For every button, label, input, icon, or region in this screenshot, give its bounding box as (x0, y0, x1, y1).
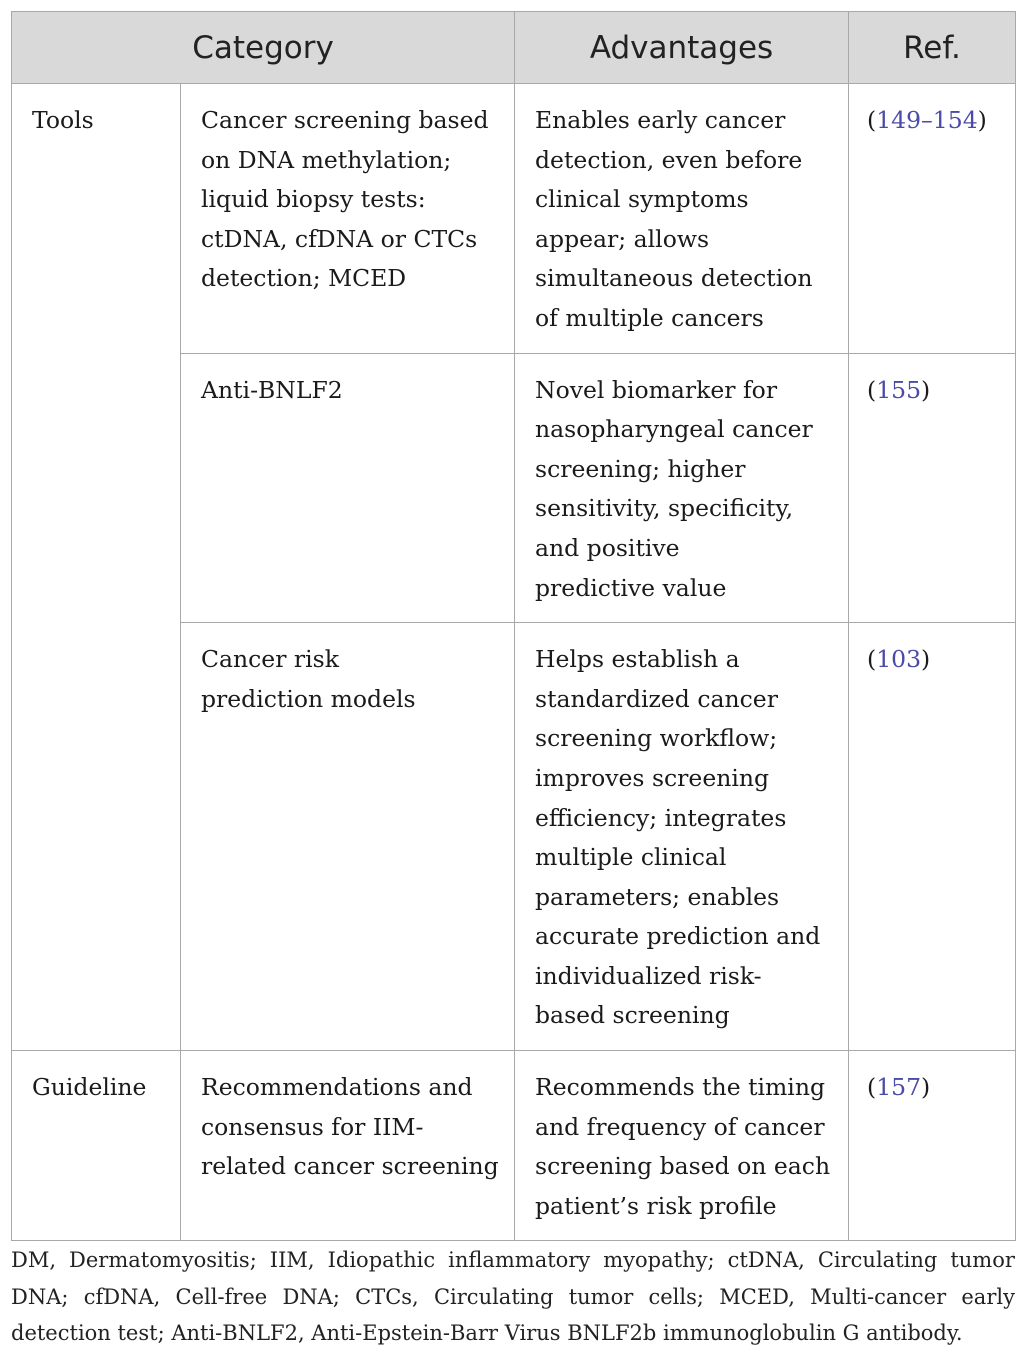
item-line: prediction models (201, 684, 416, 713)
cancer-screening-table (11, 11, 1016, 1241)
advantage-line: sensitivity, specificity, (535, 494, 794, 523)
advantage-line: Helps establish a (535, 645, 740, 674)
item-line: Cancer risk (201, 645, 339, 674)
ref-close-paren: ) (977, 106, 987, 134)
advantage-line: and frequency of cancer (535, 1112, 825, 1141)
ref-link[interactable]: 149–154 (876, 106, 978, 134)
item-cell (181, 353, 515, 623)
advantages-cell (515, 623, 849, 1051)
item-line: related cancer screening (201, 1152, 499, 1181)
advantage-line: clinical symptoms (535, 185, 749, 214)
advantages-cell (515, 353, 849, 623)
group-cell-tools (12, 84, 181, 1051)
advantage-line: of multiple cancers (535, 303, 764, 332)
group-cell-guideline (12, 1051, 181, 1241)
group-label: Tools (32, 106, 94, 134)
advantage-line: screening; higher (535, 454, 746, 483)
advantage-line: improves screening (535, 763, 770, 792)
ref-open-paren: ( (867, 1073, 877, 1102)
advantages-cell (515, 1051, 849, 1241)
advantage-line: Recommends the timing (535, 1073, 826, 1102)
item-line: consensus for IIM- (201, 1112, 424, 1141)
advantage-line: efficiency; integrates (535, 803, 787, 832)
advantage-line: nasopharyngeal cancer (535, 415, 813, 444)
item-cell (181, 623, 515, 1051)
item-line: on DNA methylation; (201, 145, 452, 174)
ref-link[interactable]: 103 (876, 645, 922, 674)
header-advantages: Advantages (515, 12, 849, 84)
group-label: Guideline (32, 1073, 147, 1102)
advantage-line: screening workflow; (535, 724, 778, 753)
footnote-line: DNA; cfDNA, Cell-free DNA; CTCs, Circulating tumor cells; MCED, Multi-cancer early (11, 1284, 1015, 1309)
item-line: Cancer screening based (201, 106, 489, 134)
ref-open-paren: ( (867, 375, 877, 404)
item-line: ctDNA, cfDNA or CTCs (201, 224, 478, 253)
ref-cell (849, 623, 1016, 1051)
table-footnote (11, 1242, 1015, 1352)
ref-close-paren: ) (921, 645, 931, 674)
ref-link[interactable]: 155 (876, 375, 922, 404)
advantage-line: Enables early cancer (535, 106, 786, 134)
advantage-line: simultaneous detection (535, 264, 813, 293)
ref-cell (849, 353, 1016, 623)
item-line: Recommendations and (201, 1073, 473, 1102)
footnote-line: DM, Dermatomyositis; IIM, Idiopathic inflammatory myopathy; ctDNA, Circulating tumor (11, 1248, 1015, 1272)
ref-cell (849, 84, 1016, 354)
advantage-line: appear; allows (535, 224, 710, 253)
ref-open-paren: ( (867, 106, 877, 134)
advantages-cell (515, 84, 849, 354)
advantage-line: multiple clinical (535, 843, 727, 872)
ref-close-paren: ) (921, 1073, 931, 1102)
header-row (12, 12, 1016, 84)
item-cell (181, 84, 515, 354)
item-cell (181, 1051, 515, 1241)
table-container (11, 11, 1015, 1241)
advantage-line: screening based on each (535, 1152, 831, 1181)
advantage-line: accurate prediction and (535, 922, 821, 951)
item-line: detection; MCED (201, 264, 407, 293)
advantage-line: parameters; enables (535, 882, 780, 911)
advantage-line: standardized cancer (535, 684, 778, 713)
advantage-line: based screening (535, 1001, 730, 1030)
item-line: liquid biopsy tests: (201, 185, 426, 214)
advantage-line: detection, even before (535, 145, 803, 174)
table-row (12, 1051, 1016, 1241)
advantage-line: individualized risk- (535, 961, 762, 990)
header-ref: Ref. (849, 12, 1016, 84)
ref-open-paren: ( (867, 645, 877, 674)
item-line: Anti-BNLF2 (201, 375, 343, 404)
header-category: Category (12, 12, 515, 84)
advantage-line: predictive value (535, 573, 727, 602)
advantage-line: patient’s risk profile (535, 1191, 777, 1220)
table-row (12, 84, 1016, 354)
footnote-line: detection test; Anti-BNLF2, Anti-Epstein-Barr Virus BNLF2b immunoglobulin G antibody. (11, 1321, 963, 1345)
ref-link[interactable]: 157 (876, 1073, 922, 1102)
ref-cell (849, 1051, 1016, 1241)
advantage-line: and positive (535, 533, 680, 562)
ref-close-paren: ) (921, 375, 931, 404)
advantage-line: Novel biomarker for (535, 375, 778, 404)
